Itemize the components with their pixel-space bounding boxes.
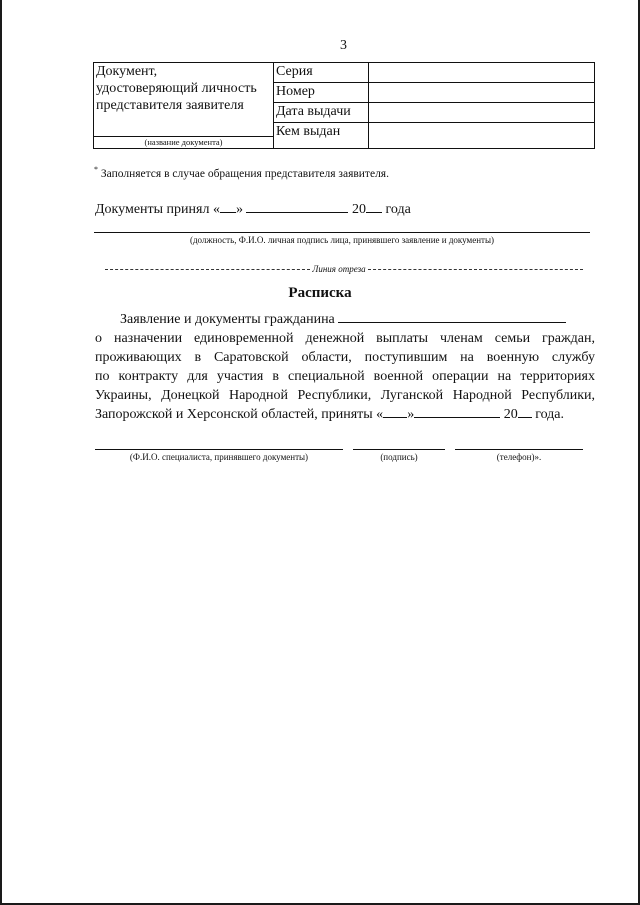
footnote-mark: * bbox=[94, 165, 98, 174]
specialist-name-caption: (Ф.И.О. специалиста, принявшего документы) bbox=[129, 452, 309, 462]
field-label-issue-date: Дата выдачи bbox=[274, 103, 369, 123]
cut-line-dash-right bbox=[368, 269, 583, 270]
footnote-text: Заполняется в случае обращения представителя заявителя. bbox=[100, 167, 389, 180]
specialist-signature-line[interactable] bbox=[353, 449, 445, 450]
receipt-line-6-text: Запорожской и Херсонской областей, приняты « bbox=[95, 407, 384, 422]
accepted-year-prefix: 20 bbox=[351, 202, 366, 217]
cut-line bbox=[105, 264, 583, 274]
receipt-year-suffix: года. bbox=[535, 407, 565, 422]
receipt-title: Расписка bbox=[288, 285, 352, 301]
receipt-line-1-text: Заявление и документы гражданина bbox=[120, 312, 335, 327]
receipt-line-4: по контракту для участия в специальной военной операции на территориях bbox=[95, 369, 595, 384]
accepted-quote-close: » bbox=[235, 202, 243, 217]
receipt-body bbox=[95, 310, 595, 424]
id-document-table bbox=[93, 62, 595, 149]
page-number: 3 bbox=[340, 38, 347, 53]
field-value-series[interactable] bbox=[369, 63, 595, 83]
accepted-year-suffix: года bbox=[385, 202, 411, 217]
receipt-day-blank[interactable] bbox=[383, 405, 407, 418]
accepted-signature-line[interactable] bbox=[94, 232, 590, 233]
accepted-signature-caption: (должность, Ф.И.О. личная подпись лица, принявшего заявление и документы) bbox=[189, 235, 495, 245]
specialist-phone-line[interactable] bbox=[455, 449, 583, 450]
receipt-month-blank[interactable] bbox=[414, 405, 500, 418]
field-value-number[interactable] bbox=[369, 83, 595, 103]
field-label-number: Номер bbox=[274, 83, 369, 103]
field-value-issue-date[interactable] bbox=[369, 103, 595, 123]
receipt-line-3: проживающих в Саратовской области, поступившим на военную службу bbox=[95, 350, 595, 365]
id-document-label-cell bbox=[94, 63, 274, 149]
citizen-name-blank[interactable] bbox=[338, 310, 566, 323]
cut-line-label: Линия отреза bbox=[312, 264, 366, 274]
receipt-line-6 bbox=[95, 405, 595, 424]
specialist-name-line[interactable] bbox=[95, 449, 343, 450]
specialist-phone-caption: (телефон)». bbox=[496, 452, 542, 462]
id-label-line-3: представителя заявителя bbox=[96, 98, 244, 113]
id-label-line-1: Документ, bbox=[96, 64, 158, 79]
receipt-line-1 bbox=[95, 310, 595, 329]
field-value-issued-by[interactable] bbox=[369, 123, 595, 149]
field-label-issued-by: Кем выдан bbox=[274, 123, 369, 149]
receipt-line-5: Украины, Донецкой Народной Республики, Луганской Народной Республики, bbox=[95, 388, 595, 403]
doc-name-caption: (название документа) bbox=[144, 137, 223, 147]
receipt-year-prefix: 20 bbox=[503, 407, 518, 422]
specialist-signature-caption: (подпись) bbox=[380, 452, 418, 462]
accepted-day-blank[interactable] bbox=[220, 200, 236, 213]
receipt-line-2: о назначении единовременной денежной выплаты членам семьи граждан, bbox=[95, 331, 595, 346]
accepted-month-blank[interactable] bbox=[246, 200, 348, 213]
receipt-year-blank[interactable] bbox=[518, 405, 532, 418]
receipt-quote-close: » bbox=[407, 407, 415, 422]
field-label-series: Серия bbox=[274, 63, 369, 83]
scan-edge-left bbox=[0, 0, 2, 905]
id-label-line-2: удостоверяющий личность bbox=[96, 81, 257, 96]
footnote bbox=[94, 165, 389, 180]
accepted-year-blank[interactable] bbox=[366, 200, 382, 213]
documents-accepted-line bbox=[95, 200, 411, 218]
accepted-prefix: Документы принял « bbox=[95, 202, 220, 217]
cut-line-dash-left bbox=[105, 269, 310, 270]
